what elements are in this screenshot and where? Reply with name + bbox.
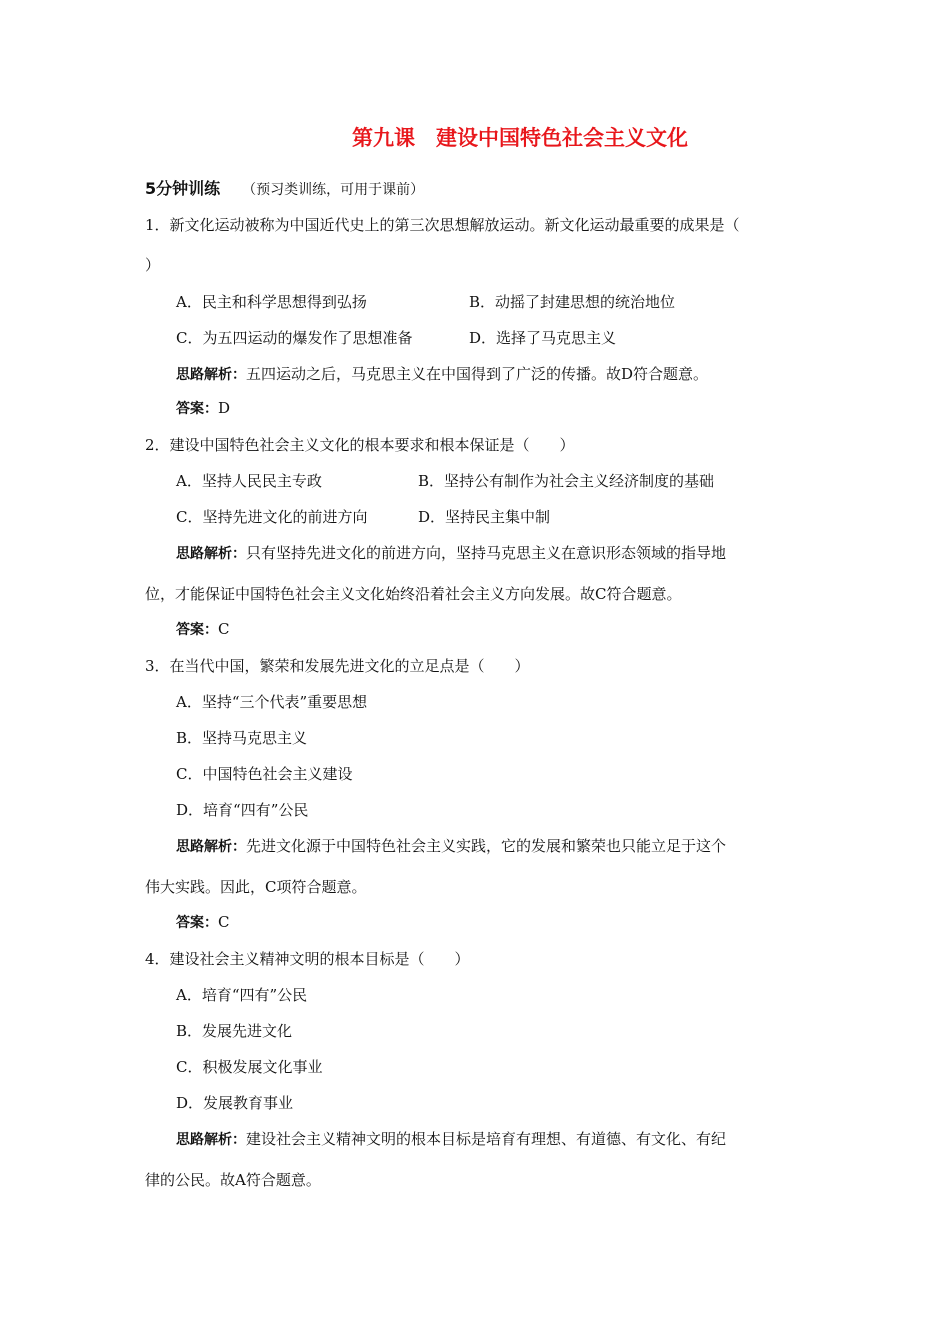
question-3-answer xyxy=(176,912,229,932)
analysis-text: 先进文化源于中国特色社会主义实践，它的发展和繁荣也只能立足于这个 xyxy=(246,837,727,855)
section-title: 5分钟训练 xyxy=(145,179,221,198)
question-4-analysis-cont: 律的公民。故A符合题意。 xyxy=(145,1171,321,1189)
analysis-label: 思路解析： xyxy=(176,1132,246,1148)
question-2-option-c: C．坚持先进文化的前进方向 xyxy=(176,508,368,526)
question-1-stem-cont: ） xyxy=(145,256,161,274)
question-1-option-a: A．民主和科学思想得到弘扬 xyxy=(176,293,367,311)
analysis-label: 思路解析： xyxy=(176,367,246,383)
question-3-option-c: C．中国特色社会主义建设 xyxy=(176,765,353,783)
question-4-stem: 4．建设社会主义精神文明的根本目标是（ ） xyxy=(145,950,470,968)
section-subtitle: （预习类训练，可用于课前） xyxy=(242,182,425,198)
question-2-stem: 2．建设中国特色社会主义文化的根本要求和根本保证是（ ） xyxy=(145,436,575,454)
question-1-stem: 1．新文化运动被称为中国近代史上的第三次思想解放运动。新文化运动最重要的成果是（ xyxy=(145,216,740,234)
analysis-text: 建设社会主义精神文明的根本目标是培育有理想、有道德、有文化、有纪 xyxy=(246,1130,727,1148)
analysis-label: 思路解析： xyxy=(176,839,246,855)
question-1-option-d: D．选择了马克思主义 xyxy=(469,329,617,347)
question-4-option-d: D．发展教育事业 xyxy=(176,1094,294,1112)
question-4-analysis xyxy=(176,1128,726,1149)
question-2-option-d: D．坚持民主集中制 xyxy=(418,508,551,526)
question-1-analysis xyxy=(176,363,708,384)
answer-label: 答案： xyxy=(176,401,218,417)
answer-label: 答案： xyxy=(176,915,218,931)
question-4-option-b: B．发展先进文化 xyxy=(176,1022,293,1040)
analysis-text: 只有坚持先进文化的前进方向，坚持马克思主义在意识形态领域的指导地 xyxy=(246,544,727,562)
question-2-analysis xyxy=(176,542,726,563)
question-3-option-d: D．培育“四有”公民 xyxy=(176,801,309,819)
question-2-option-b: B．坚持公有制作为社会主义经济制度的基础 xyxy=(418,472,715,490)
question-2-answer xyxy=(176,619,229,639)
answer-value: C xyxy=(218,913,230,931)
question-1-option-c: C．为五四运动的爆发作了思想准备 xyxy=(176,329,413,347)
question-3-option-b: B．坚持马克思主义 xyxy=(176,729,308,747)
question-4-option-c: C．积极发展文化事业 xyxy=(176,1058,323,1076)
question-3-analysis-cont: 伟大实践。因此，C项符合题意。 xyxy=(145,878,367,896)
answer-value: C xyxy=(218,620,230,638)
page-title: 第九课 建设中国特色社会主义文化 xyxy=(352,126,688,150)
answer-label: 答案： xyxy=(176,622,218,638)
question-3-option-a: A．坚持“三个代表”重要思想 xyxy=(176,693,368,711)
question-1-answer xyxy=(176,398,230,418)
analysis-text: 五四运动之后，马克思主义在中国得到了广泛的传播。故D符合题意。 xyxy=(246,365,709,383)
answer-value: D xyxy=(218,399,231,417)
question-1-option-b: B．动摇了封建思想的统治地位 xyxy=(469,293,676,311)
analysis-label: 思路解析： xyxy=(176,546,246,562)
question-3-stem: 3．在当代中国，繁荣和发展先进文化的立足点是（ ） xyxy=(145,657,530,675)
question-4-option-a: A．培育“四有”公民 xyxy=(176,986,308,1004)
question-2-analysis-cont: 位，才能保证中国特色社会主义文化始终沿着社会主义方向发展。故C符合题意。 xyxy=(145,585,682,603)
section-heading xyxy=(145,176,424,199)
question-3-analysis xyxy=(176,835,726,856)
question-2-option-a: A．坚持人民民主专政 xyxy=(176,472,322,490)
